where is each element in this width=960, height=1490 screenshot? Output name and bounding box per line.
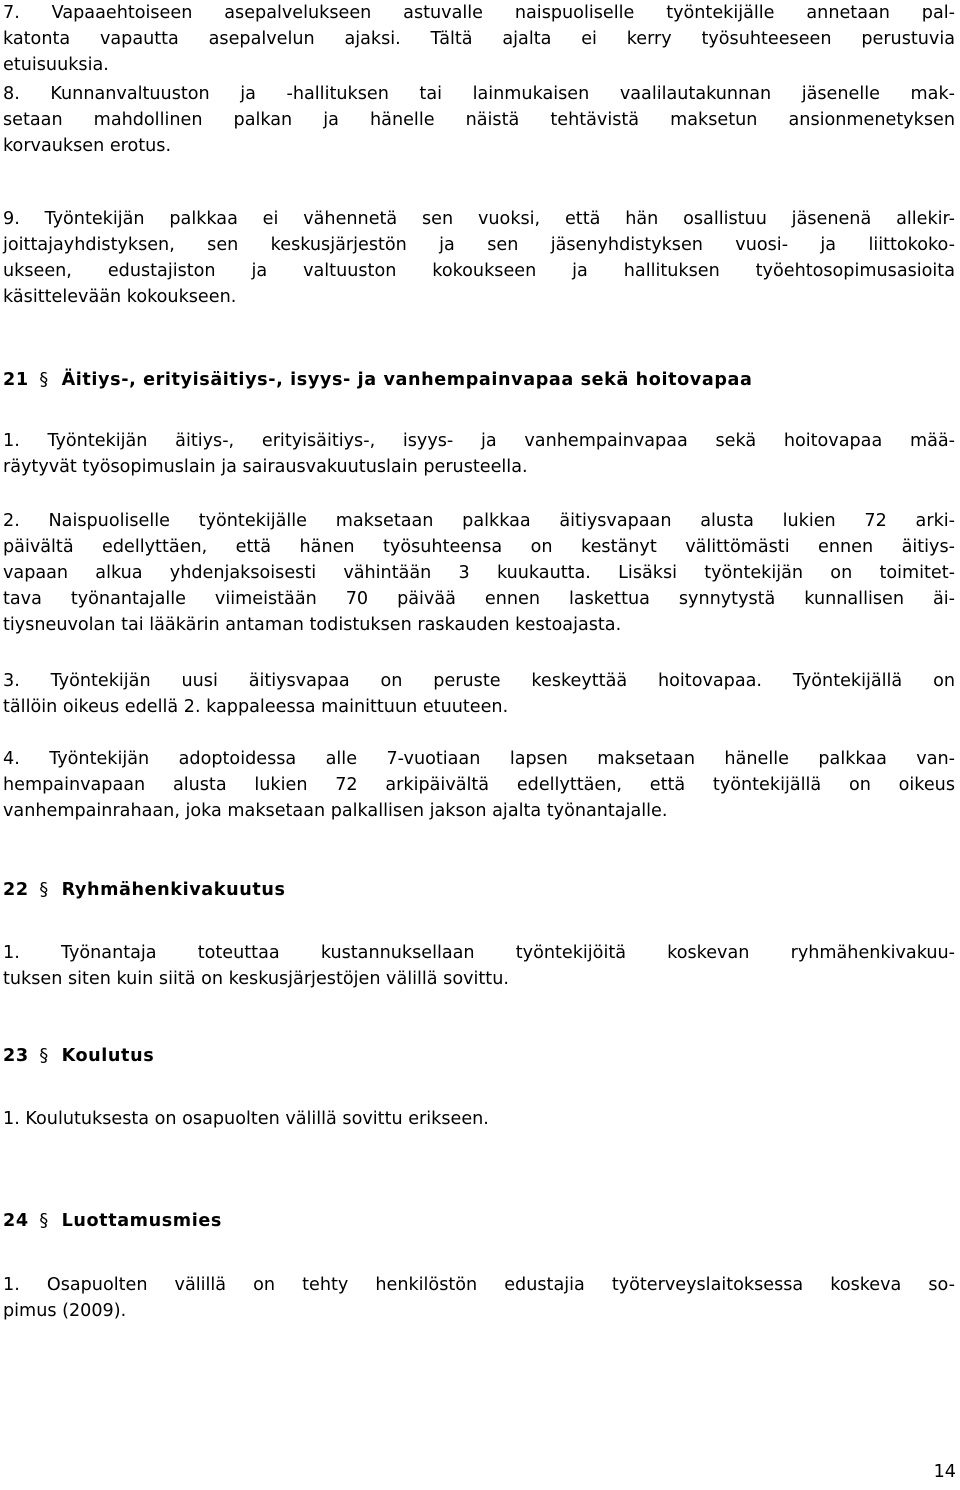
- paragraph-line: tällöin oikeus edellä 2. kappaleessa mainittuun etuuteen.: [3, 697, 509, 717]
- section-title: Ryhmähenkivakuutus: [61, 880, 286, 900]
- paragraph-line: katonta vapautta asepalvelun ajaksi. Tältä ajalta ei kerry työsuhteeseen perustuvia: [3, 29, 955, 49]
- paragraph-line: vanhempainrahaan, joka maksetaan palkallisen jakson ajalta työnantajalle.: [3, 801, 668, 821]
- page-number: 14: [933, 1462, 956, 1482]
- section-title: Koulutus: [61, 1046, 155, 1066]
- section-heading-23: [3, 1043, 955, 1069]
- paragraph-line: 4. Työntekijän adoptoidessa alle 7-vuotiaan lapsen maksetaan hänelle palkkaa van-: [3, 749, 955, 769]
- paragraph-line: 2. Naispuoliselle työntekijälle maksetaan palkkaa äitiysvapaan alusta lukien 72 arki-: [3, 511, 955, 531]
- section-21-paragraph-3: [3, 668, 955, 720]
- section-heading-22: [3, 877, 955, 903]
- paragraph-9: [3, 206, 955, 310]
- paragraph-line: setaan mahdollinen palkan ja hänelle näistä tehtävistä maksetun ansionmenetyksen: [3, 110, 955, 130]
- section-number: 23: [3, 1046, 29, 1066]
- paragraph-line: tava työnantajalle viimeistään 70 päivää ennen laskettua synnytystä kunnallisen äi-: [3, 589, 955, 609]
- paragraph-line: 7. Vapaaehtoiseen asepalvelukseen astuvalle naispuoliselle työntekijälle annetaan pal-: [3, 3, 955, 23]
- paragraph-line: 8. Kunnanvaltuuston ja -hallituksen tai lainmukaisen vaalilautakunnan jäsenelle mak-: [3, 84, 955, 104]
- paragraph-line: 3. Työntekijän uusi äitiysvapaa on peruste keskeyttää hoitovapaa. Työntekijällä on: [3, 671, 955, 691]
- paragraph-7: [3, 0, 955, 78]
- paragraph-line: käsittelevään kokoukseen.: [3, 287, 237, 307]
- paragraph-line: ukseen, edustajiston ja valtuuston kokoukseen ja hallituksen työehtosopimusasioita: [3, 261, 955, 281]
- section-21-paragraph-1: [3, 428, 955, 480]
- section-title: Äitiys-, erityisäitiys-, isyys- ja vanhempainvapaa sekä hoitovapaa: [61, 370, 753, 390]
- paragraph-line: hempainvapaan alusta lukien 72 arkipäivältä edellyttäen, että työntekijällä on oikeus: [3, 775, 955, 795]
- section-24-paragraph-1: [3, 1272, 955, 1324]
- section-symbol: §: [39, 370, 49, 390]
- section-23-paragraph-1: [3, 1106, 955, 1132]
- paragraph-line: tuksen siten kuin siitä on keskusjärjestöjen välillä sovittu.: [3, 969, 509, 989]
- paragraph-line: 1. Työnantaja toteuttaa kustannuksellaan työntekijöitä koskevan ryhmähenkivakuu-: [3, 943, 955, 963]
- section-number: 21: [3, 370, 29, 390]
- paragraph-line: 1. Työntekijän äitiys-, erityisäitiys-, isyys- ja vanhempainvapaa sekä hoitovapaa mää-: [3, 431, 955, 451]
- paragraph-line: etuisuuksia.: [3, 55, 109, 75]
- section-heading-21: [3, 367, 955, 393]
- section-heading-24: [3, 1208, 955, 1234]
- section-symbol: §: [39, 880, 49, 900]
- section-number: 22: [3, 880, 29, 900]
- paragraph-line: räytyvät työsopimuslain ja sairausvakuutuslain perusteella.: [3, 457, 528, 477]
- paragraph-line: 9. Työntekijän palkkaa ei vähennetä sen vuoksi, että hän osallistuu jäsenenä allekir-: [3, 209, 955, 229]
- section-number: 24: [3, 1211, 29, 1231]
- paragraph-line: korvauksen erotus.: [3, 136, 172, 156]
- section-symbol: §: [39, 1211, 49, 1231]
- paragraph-line: pimus (2009).: [3, 1301, 127, 1321]
- section-22-paragraph-1: [3, 940, 955, 992]
- paragraph-line: vapaan alkua yhdenjaksoisesti vähintään 3 kuukautta. Lisäksi työntekijän on toimitet-: [3, 563, 955, 583]
- paragraph-line: 1. Osapuolten välillä on tehty henkilöstön edustajia työterveyslaitoksessa koskeva so-: [3, 1275, 955, 1295]
- paragraph-line: tiysneuvolan tai lääkärin antaman todistuksen raskauden kestoajasta.: [3, 615, 622, 635]
- section-21-paragraph-2: [3, 508, 955, 638]
- paragraph-8: [3, 81, 955, 159]
- section-symbol: §: [39, 1046, 49, 1066]
- paragraph-line: joittajayhdistyksen, sen keskusjärjestön ja sen jäsenyhdistyksen vuosi- ja liittokoko-: [3, 235, 955, 255]
- document-page: [3, 0, 955, 1490]
- section-title: Luottamusmies: [61, 1211, 222, 1231]
- paragraph-line: päivältä edellyttäen, että hänen työsuhteensa on kestänyt välittömästi ennen äitiys-: [3, 537, 955, 557]
- paragraph-line: 1. Koulutuksesta on osapuolten välillä sovittu erikseen.: [3, 1109, 489, 1129]
- section-21-paragraph-4: [3, 746, 955, 824]
